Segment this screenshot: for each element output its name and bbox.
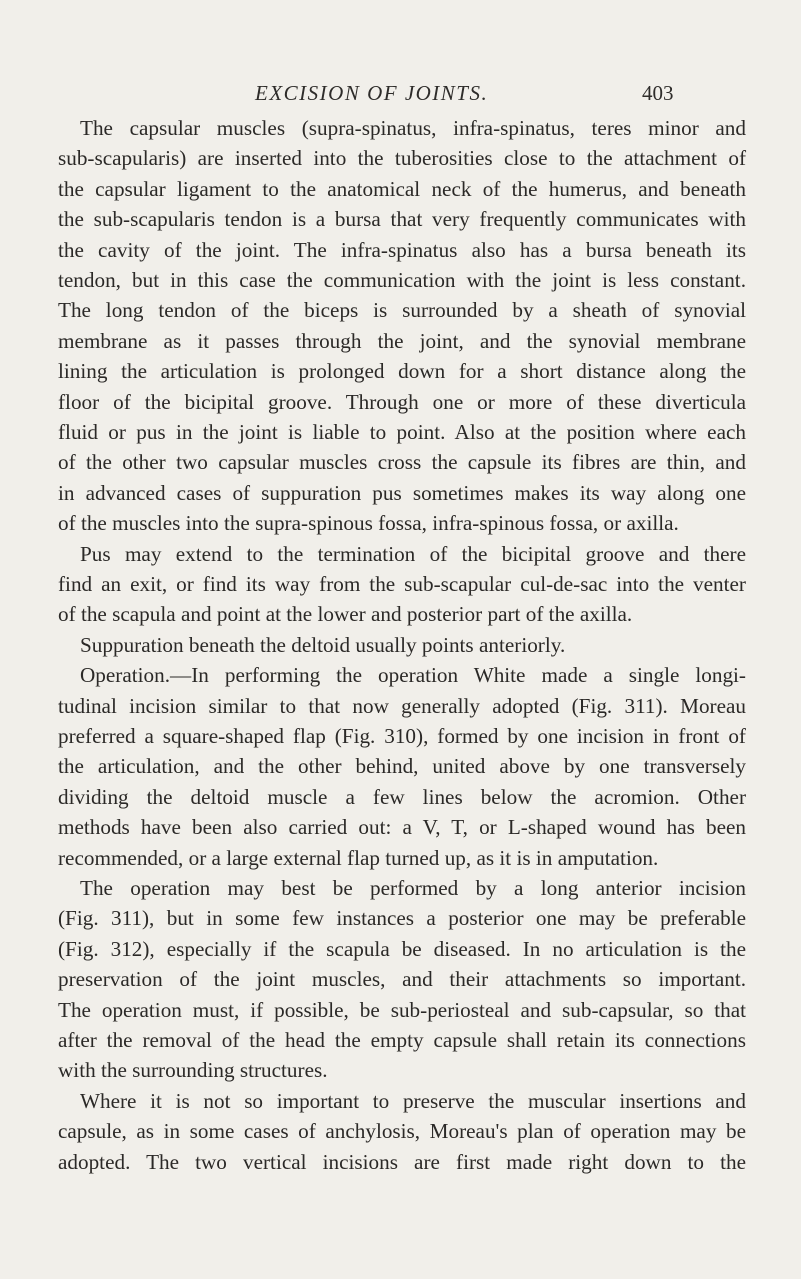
text-line: preservation of the joint muscles, and their attachments so important. [58, 967, 746, 992]
text-line: methods have been also carried out: a V, T, or L-shaped wound has been [58, 815, 746, 840]
text-line: floor of the bicipital groove. Through one or more of these diverticula [58, 389, 746, 414]
text-line: adopted. The two vertical incisions are first made right down to the [58, 1149, 746, 1174]
text-line: of the muscles into the supra-spinous fossa, infra-spinous fossa, or axilla. [58, 511, 679, 536]
text-line: in advanced cases of suppuration pus sometimes makes its way along one [58, 480, 746, 505]
text-line: the sub-scapularis tendon is a bursa that very frequently communicates with [58, 207, 746, 232]
text-line: tendon, but in this case the communication with the joint is less constant. [58, 268, 746, 292]
text-line: the capsular ligament to the anatomical neck of the humerus, and beneath [58, 176, 746, 201]
text-line: with the surrounding structures. [58, 1058, 328, 1083]
text-line: after the removal of the head the empty capsule shall retain its connections [58, 1028, 746, 1052]
text-line: The operation may best be performed by a long anterior incision [80, 876, 746, 900]
text-line: of the other two capsular muscles cross the capsule its fibres are thin, and [58, 450, 746, 475]
text-line: The capsular muscles (supra-spinatus, infra-spinatus, teres minor and [80, 116, 746, 140]
running-title: EXCISION OF JOINTS. [255, 81, 489, 105]
text-line: preferred a square-shaped flap (Fig. 310), formed by one incision in front of [58, 724, 746, 748]
text-line: Where it is not so important to preserve the muscular insertions and [80, 1088, 746, 1113]
text-line: Operation.—In performing the operation White made a single longi- [80, 663, 746, 688]
text-line: tudinal incision similar to that now generally adopted (Fig. 311). Moreau [58, 693, 746, 718]
text-line: The long tendon of the biceps is surrounded by a sheath of synovial [58, 298, 746, 323]
text-line: recommended, or a large external flap turned up, as it is in amputation. [58, 845, 659, 870]
text-line: find an exit, or find its way from the sub-scapular cul-de-sac into the venter [58, 572, 746, 596]
text-line: capsule, as in some cases of anchylosis, Moreau's plan of operation may be [58, 1119, 746, 1144]
text-line: Suppuration beneath the deltoid usually points anteriorly. [80, 632, 566, 657]
text-line: lining the articulation is prolonged down for a short distance along the [58, 359, 746, 384]
text-line: The operation must, if possible, be sub-periosteal and sub-capsular, so that [58, 997, 746, 1022]
text-line: (Fig. 312), especially if the scapula be diseased. In no articulation is the [58, 936, 746, 961]
text-line: (Fig. 311), but in some few instances a posterior one may be preferable [58, 906, 746, 931]
text-line: Pus may extend to the termination of the bicipital groove and there [80, 541, 746, 566]
text-line: the cavity of the joint. The infra-spinatus also has a bursa beneath its [58, 237, 746, 262]
text-line: sub-scapularis) are inserted into the tuberosities close to the attachment of [58, 146, 746, 171]
text-line: of the scapula and point at the lower and posterior part of the axilla. [58, 602, 633, 627]
text-line: membrane as it passes through the joint, and the synovial membrane [58, 328, 746, 353]
page-number: 403 [642, 81, 674, 105]
text-line: fluid or pus in the joint is liable to point. Also at the position where each [58, 420, 746, 444]
text-line: dividing the deltoid muscle a few lines below the acromion. Other [58, 784, 746, 809]
text-line: the articulation, and the other behind, united above by one transversely [58, 754, 746, 779]
